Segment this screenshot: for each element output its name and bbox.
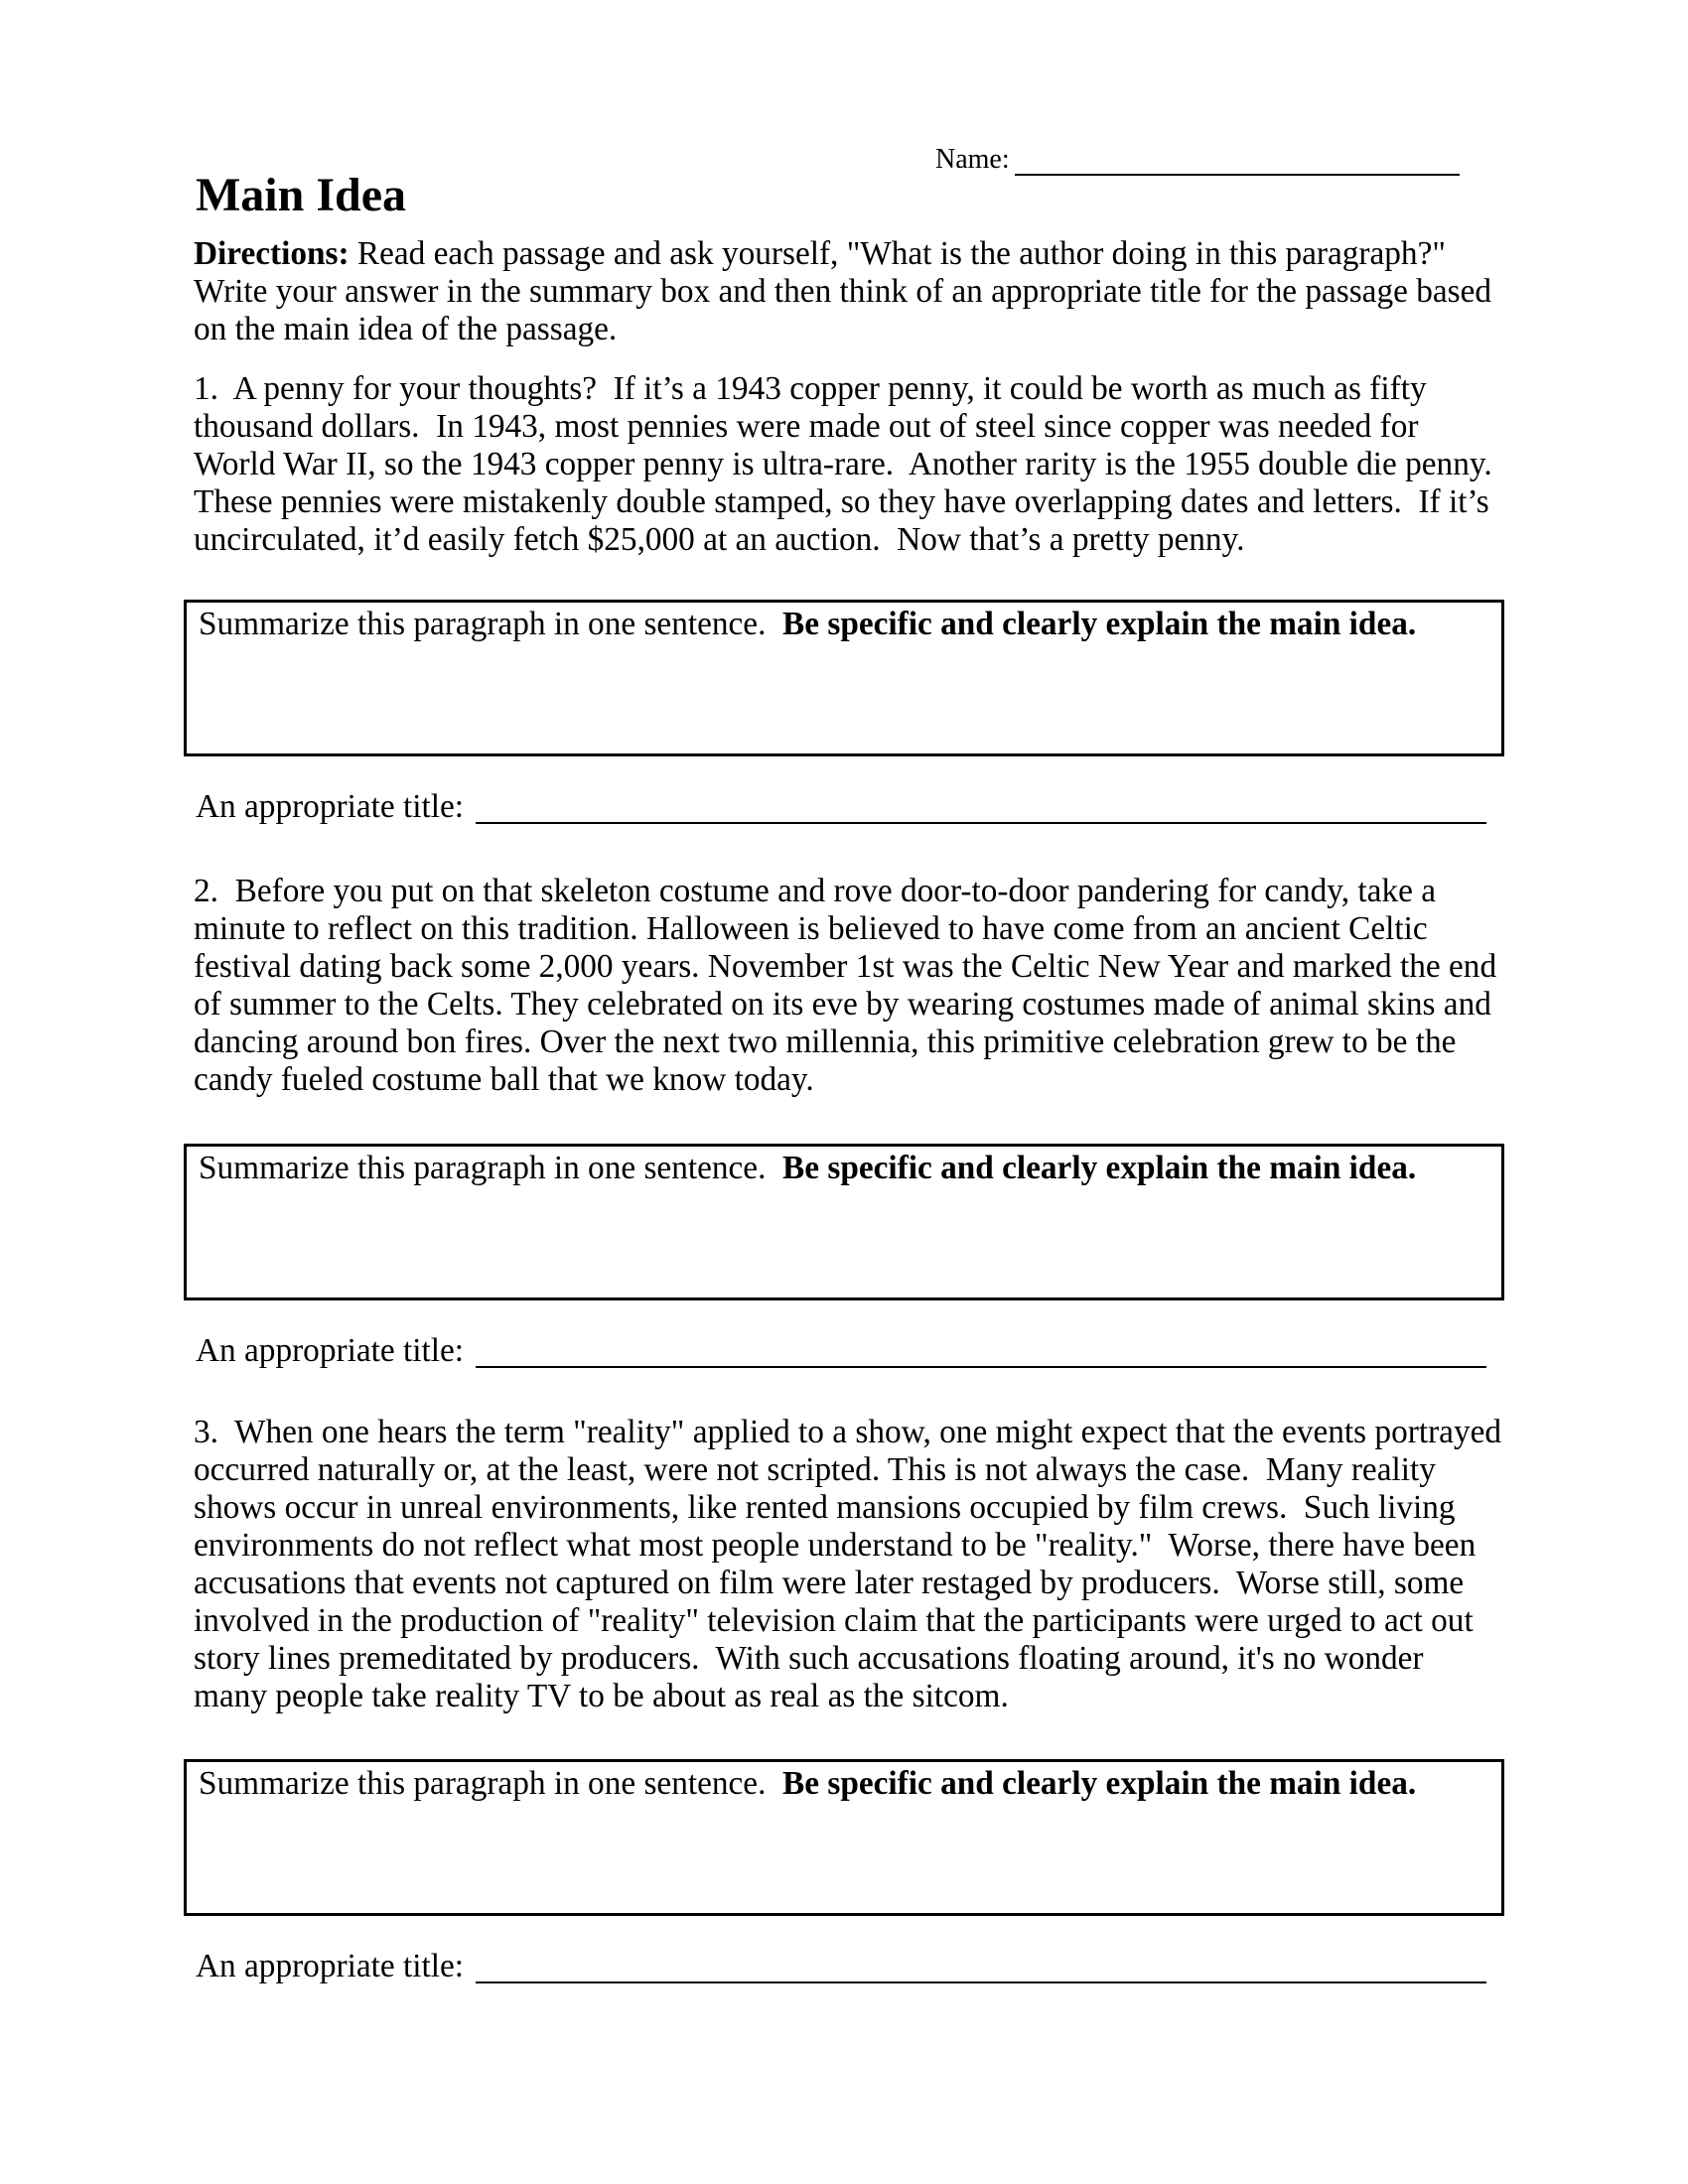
title-fill-line-3: [476, 1958, 1486, 1983]
summary-prompt-regular: Summarize this paragraph in one sentence.: [199, 606, 783, 642]
name-label: Name:: [935, 144, 1010, 175]
name-fill-line: [1015, 150, 1460, 176]
page-title: Main Idea: [196, 169, 407, 221]
title-fill-line-2: [476, 1342, 1486, 1368]
summary-prompt-regular: Summarize this paragraph in one sentence.: [199, 1765, 783, 1802]
passage-2: 2. Before you put on that skeleton costume and rove door-to-door pandering for candy, take a minute to reflect on this tradition. Halloween is believed to have come from an ancient Celtic festival dating back some 2,000 years. November 1st was the Celtic New Year and marked the end of summer to the Celts. They celebrated on its eve by wearing costumes made of animal skins and dancing around bon fires. Over the next two millennia, this primitive celebration grew to be the candy fueled costume ball that we know today.: [194, 873, 1505, 1098]
title-prompt-1: An appropriate title:: [196, 788, 464, 825]
summary-box-2: [184, 1144, 1504, 1300]
summary-prompt-bold: Be specific and clearly explain the main idea.: [782, 1765, 1417, 1802]
passage-1: 1. A penny for your thoughts? If it’s a 1943 copper penny, it could be worth as much as fifty thousand dollars. In 1943, most pennies were made out of steel since copper was needed for World War II, so the 1943 copper penny is ultra-rare. Another rarity is the 1955 double die penny. These pennies were mistakenly double stamped, so they have overlapping dates and letters. If it’s uncirculated, it’d easily fetch $25,000 at an auction. Now that’s a pretty penny.: [194, 370, 1508, 558]
summary-prompt-regular: Summarize this paragraph in one sentence.: [199, 1150, 783, 1186]
summary-prompt-1: [187, 603, 1501, 643]
summary-prompt-3: [187, 1762, 1501, 1803]
title-prompt-3: An appropriate title:: [196, 1948, 464, 1984]
title-prompt-2: An appropriate title:: [196, 1332, 464, 1369]
summary-box-3: [184, 1759, 1504, 1916]
summary-prompt-bold: Be specific and clearly explain the main idea.: [782, 606, 1417, 642]
directions: [194, 235, 1504, 348]
summary-prompt-bold: Be specific and clearly explain the main idea.: [782, 1150, 1417, 1186]
summary-prompt-2: [187, 1147, 1501, 1187]
summary-box-1: [184, 600, 1504, 756]
directions-label: Directions:: [194, 235, 350, 272]
title-fill-line-1: [476, 798, 1486, 824]
passage-3: 3. When one hears the term "reality" applied to a show, one might expect that the events portrayed occurred naturally or, at the least, were not scripted. This is not always the case. Many reality shows occur in unreal environments, like rented mansions occupied by film crews. Such living environments do not reflect what most people understand to be "reality." Worse, there have been accusations that events not captured on film were later restaged by producers. Worse still, some involved in the production of "reality" television claim that the participants were urged to act out story lines premeditated by producers. With such accusations floating around, it's no wonder many people take reality TV to be about as real as the sitcom.: [194, 1414, 1510, 1714]
directions-text: Read each passage and ask yourself, "What is the author doing in this paragraph?" Write your answer in the summary box and then think of an appropriate title for the passage based on the main idea of the passage.: [194, 235, 1500, 347]
